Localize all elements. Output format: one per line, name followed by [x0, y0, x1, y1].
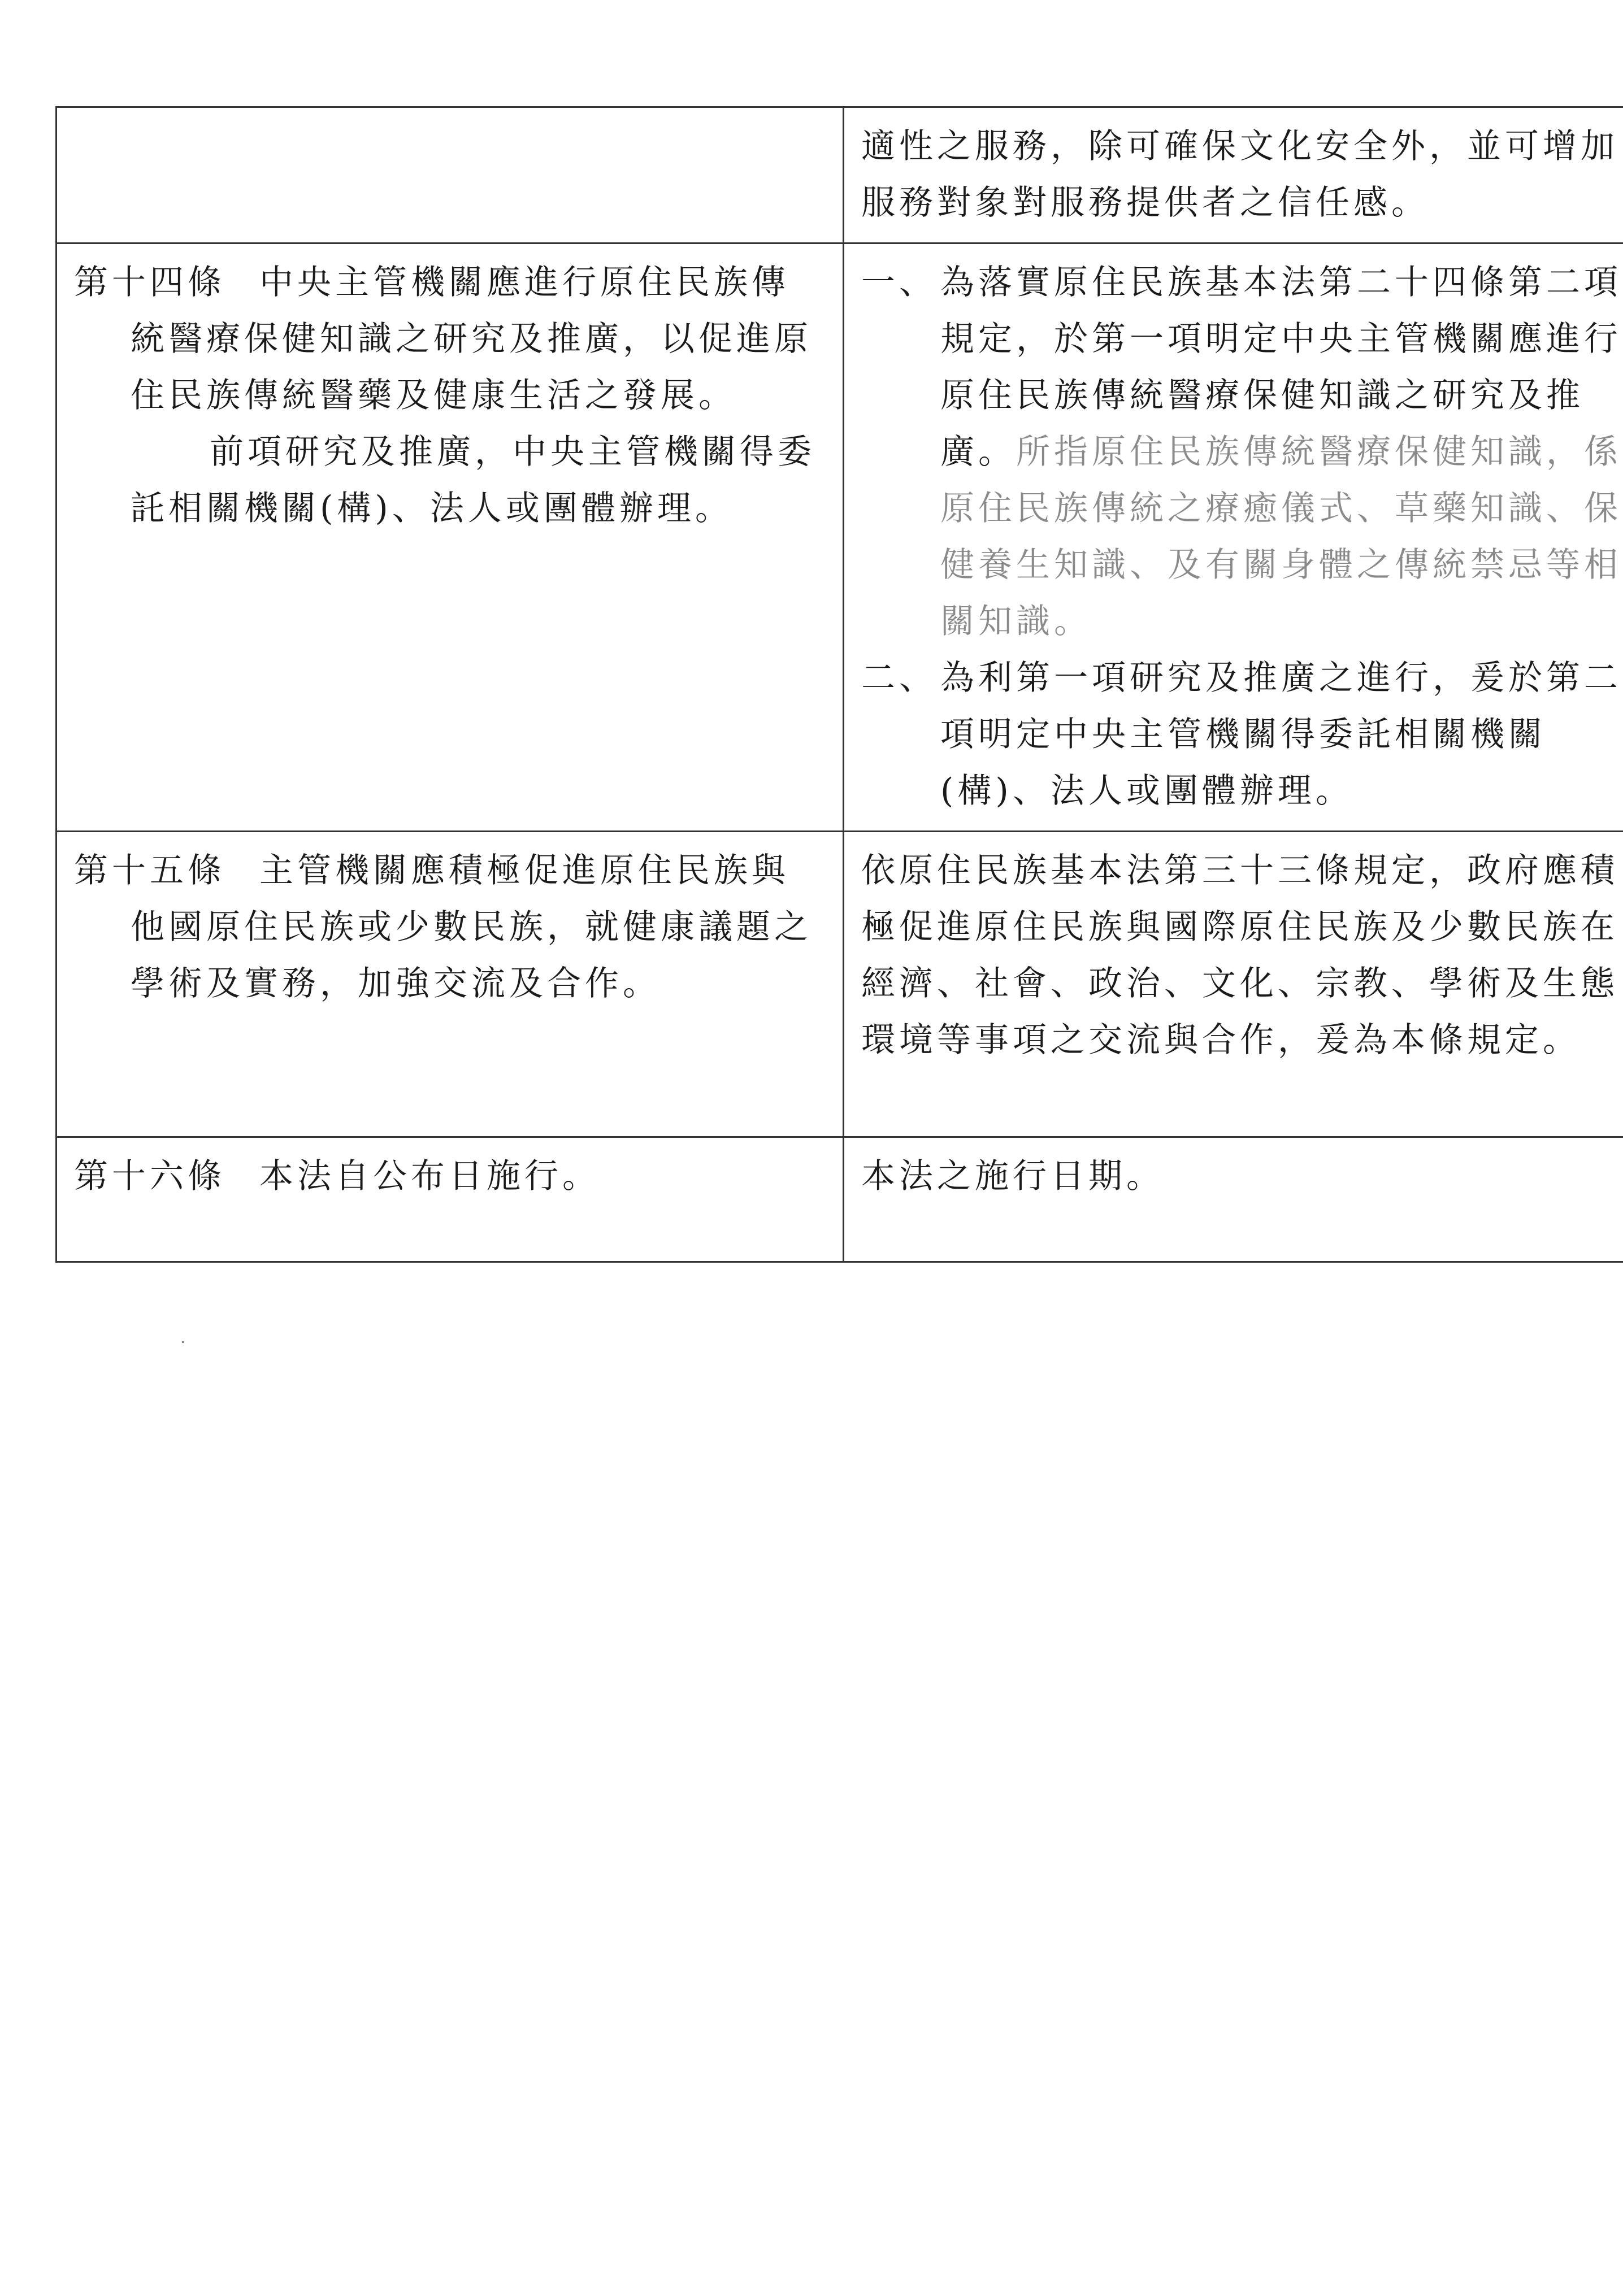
article-number: 第十五條 [74, 851, 225, 890]
list-item-text [940, 650, 1623, 819]
article-text: 中央主管機關應進行原住民族傳統醫療保健知識之研究及推廣，以促進原住民族傳統醫藥及健康生活之發展。 [131, 263, 812, 415]
explanation-text: 適性之服務，除可確保文化安全外，並可增加服務對象對服務提供者之信任感。 [861, 127, 1618, 223]
table-row [57, 107, 1623, 243]
explanation-cell [844, 832, 1623, 1137]
explanation-cell [844, 1137, 1623, 1262]
article-paragraph-2: 前項研究及推廣，中央主管機關得委託相關機關(構)、法人或團體辦理。 [131, 432, 815, 528]
article-number: 第十六條 [74, 1156, 225, 1196]
list-item-main-text: 為利第一項研究及推廣之進行，爰於第二項明定中央主管機關得委託相關機關(構)、法人或團體辦理。 [940, 658, 1622, 811]
explanation-text: 依原住民族基本法第三十三條規定，政府應積極促進原住民族與國際原住民族及少數民族在經濟、社會、政治、文化、宗教、學術及生態環境等事項之交流與合作，爰為本條規定。 [861, 851, 1618, 1060]
article-text: 主管機關應積極促進原住民族與他國原住民族或少數民族，就健康議題之學術及實務，加強交流及合作。 [131, 851, 812, 1003]
list-item [861, 254, 1623, 650]
explanation-cell [844, 243, 1623, 832]
law-comparison-table [55, 106, 1623, 1263]
list-item-main-text: 為落實原住民族基本法第二十四條第二項規定，於第一項明定中央主管機關應進行原住民族傳統醫療保健知識之研究及推廣。 [940, 263, 1622, 472]
list-item-number: 二、 [861, 658, 937, 698]
article-text: 本法自公布日施行。 [259, 1156, 600, 1196]
list-item [861, 650, 1623, 819]
article-cell [57, 107, 844, 243]
list-item-gray-text: 所指原住民族傳統醫療保健知識，係原住民族傳統之療癒儀式、草藥知識、保健養生知識、及有關身體之傳統禁忌等相關知識。 [940, 432, 1622, 641]
article-paragraph [74, 254, 826, 424]
article-cell [57, 243, 844, 832]
list-item-text [940, 254, 1623, 650]
table-row [57, 243, 1623, 832]
article-number: 第十四條 [74, 263, 225, 302]
scan-speck [182, 1341, 184, 1343]
list-item-number: 一、 [861, 263, 937, 302]
table-row [57, 832, 1623, 1137]
article-cell [57, 832, 844, 1137]
explanation-text: 本法之施行日期。 [861, 1156, 1164, 1196]
article-cell [57, 1137, 844, 1262]
article-paragraph [74, 842, 826, 1012]
explanation-cell [844, 107, 1623, 243]
article-paragraph [74, 1148, 826, 1204]
table-row [57, 1137, 1623, 1262]
